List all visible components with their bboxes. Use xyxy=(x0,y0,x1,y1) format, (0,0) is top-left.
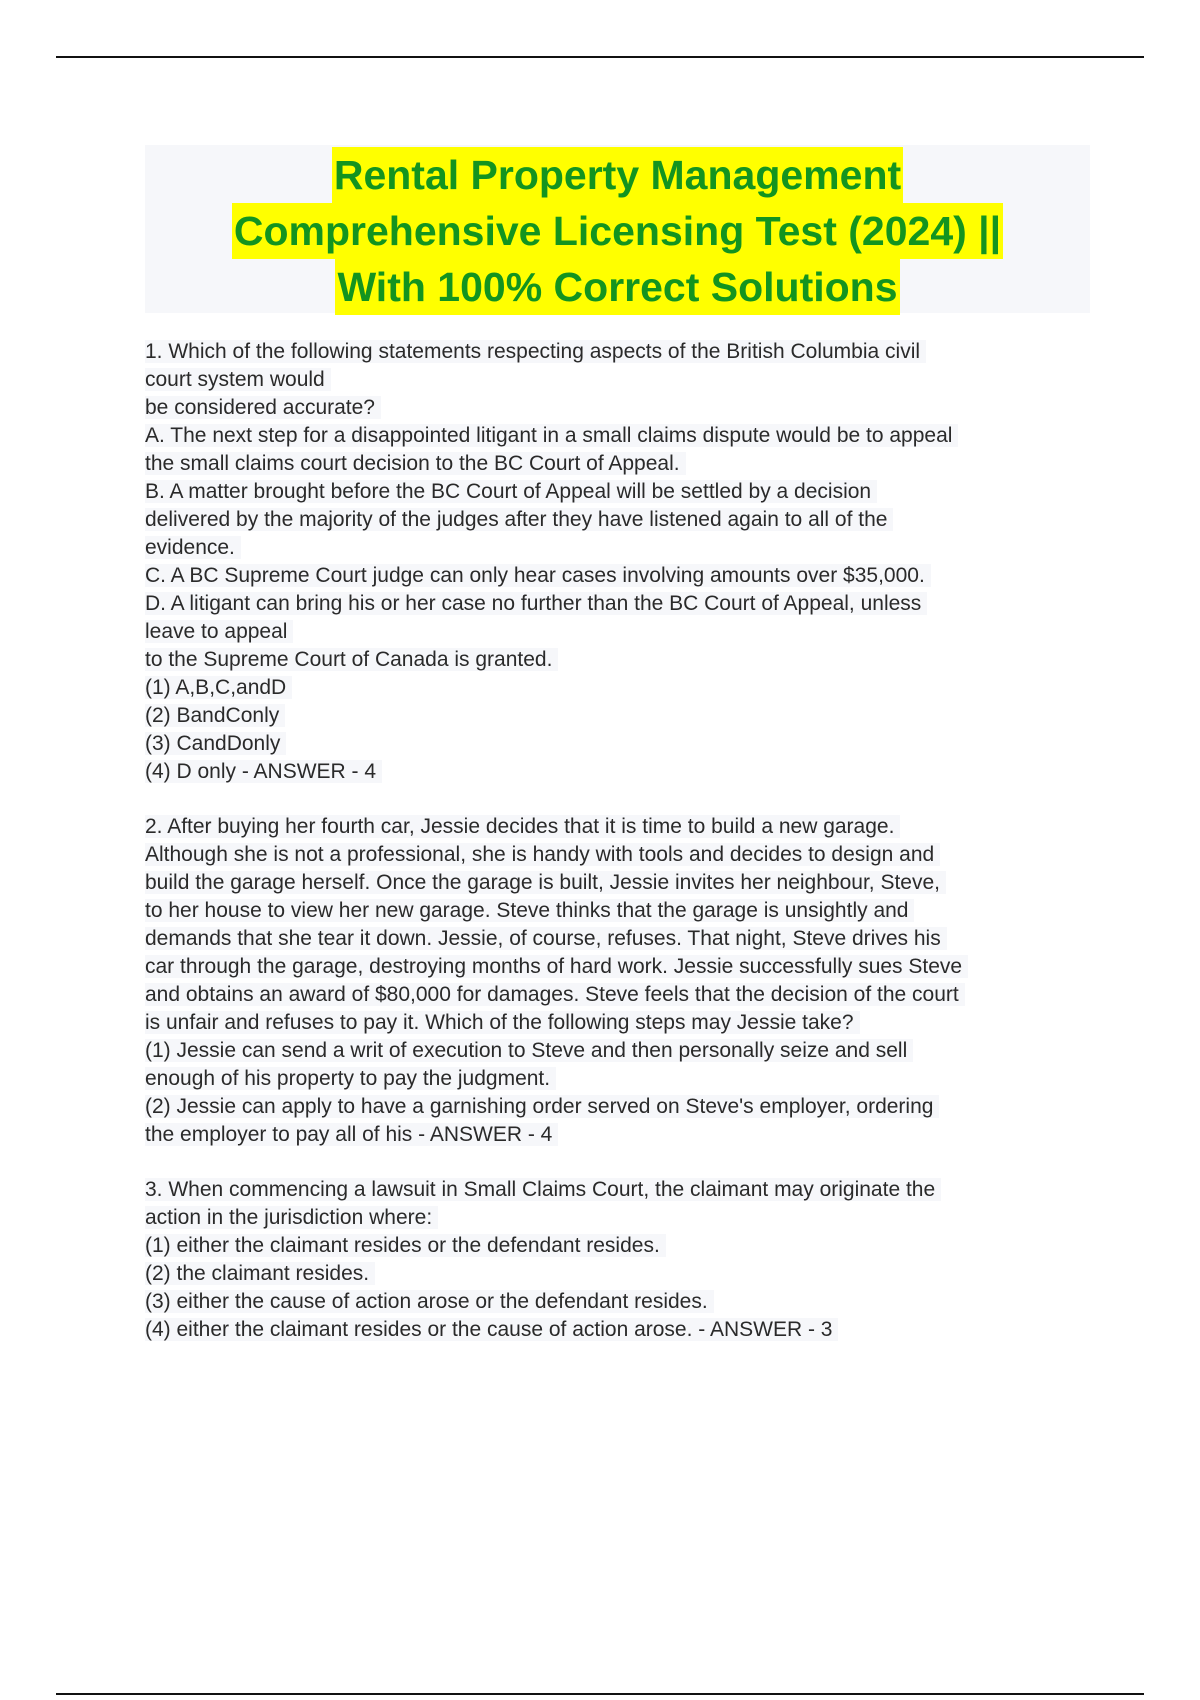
question-line: to the Supreme Court of Canada is granted. xyxy=(145,648,558,671)
question-line: be considered accurate? xyxy=(145,396,381,419)
answer-option: (1) Jessie can send a writ of execution to Steve and then personally seize and sell xyxy=(145,1039,913,1062)
question-line: 1. Which of the following statements respecting aspects of the British Columbia civil xyxy=(145,340,926,363)
question-line: demands that she tear it down. Jessie, of course, refuses. That night, Steve drives his xyxy=(145,927,947,950)
question-line: build the garage herself. Once the garage is built, Jessie invites her neighbour, Steve, xyxy=(145,871,946,894)
question-line: and obtains an award of $80,000 for damages. Steve feels that the decision of the court xyxy=(145,983,965,1006)
answer-option: (3) either the cause of action arose or the defendant resides. xyxy=(145,1290,714,1313)
question-line: car through the garage, destroying months of hard work. Jessie successfully sues Steve xyxy=(145,955,968,978)
document-body xyxy=(145,338,1090,1344)
answer-option: (2) Jessie can apply to have a garnishing order served on Steve's employer, ordering xyxy=(145,1095,939,1118)
title-line-1: Rental Property Management xyxy=(332,147,903,203)
question-line: is unfair and refuses to pay it. Which of the following steps may Jessie take? xyxy=(145,1011,860,1034)
question-line: A. The next step for a disappointed litigant in a small claims dispute would be to appeal xyxy=(145,424,958,447)
footer-rule xyxy=(56,1693,1144,1695)
answer-option: (4) either the claimant resides or the cause of action arose. - ANSWER - 3 xyxy=(145,1318,838,1341)
answer-option: (2) the claimant resides. xyxy=(145,1262,375,1285)
title-line-3: With 100% Correct Solutions xyxy=(335,259,899,315)
question-line: 3. When commencing a lawsuit in Small Claims Court, the claimant may originate the xyxy=(145,1178,941,1201)
question-line: C. A BC Supreme Court judge can only hear cases involving amounts over $35,000. xyxy=(145,564,931,587)
answer-option: the employer to pay all of his - ANSWER - 4 xyxy=(145,1123,558,1146)
question-line: the small claims court decision to the BC Court of Appeal. xyxy=(145,452,686,475)
header-rule xyxy=(56,56,1144,58)
answer-option: (4) D only - ANSWER - 4 xyxy=(145,760,382,783)
question-1 xyxy=(145,338,1090,786)
title-line-2: Comprehensive Licensing Test (2024) || xyxy=(232,203,1003,259)
question-line: 2. After buying her fourth car, Jessie decides that it is time to build a new garage. xyxy=(145,815,900,838)
answer-option: (2) BandConly xyxy=(145,704,285,727)
question-line: leave to appeal xyxy=(145,620,293,643)
question-2 xyxy=(145,813,1090,1149)
answer-option: enough of his property to pay the judgment. xyxy=(145,1067,556,1090)
question-line: D. A litigant can bring his or her case no further than the BC Court of Appeal, unless xyxy=(145,592,927,615)
document-title xyxy=(145,145,1090,313)
answer-option: (1) A,B,C,andD xyxy=(145,676,292,699)
question-line: Although she is not a professional, she is handy with tools and decides to design and xyxy=(145,843,940,866)
question-3 xyxy=(145,1176,1090,1344)
answer-option: (1) either the claimant resides or the defendant resides. xyxy=(145,1234,666,1257)
question-line: delivered by the majority of the judges after they have listened again to all of the xyxy=(145,508,893,531)
answer-option: (3) CandDonly xyxy=(145,732,286,755)
question-line: evidence. xyxy=(145,536,241,559)
question-line: action in the jurisdiction where: xyxy=(145,1206,438,1229)
question-line: court system would xyxy=(145,368,331,391)
question-line: to her house to view her new garage. Steve thinks that the garage is unsightly and xyxy=(145,899,914,922)
question-line: B. A matter brought before the BC Court of Appeal will be settled by a decision xyxy=(145,480,877,503)
